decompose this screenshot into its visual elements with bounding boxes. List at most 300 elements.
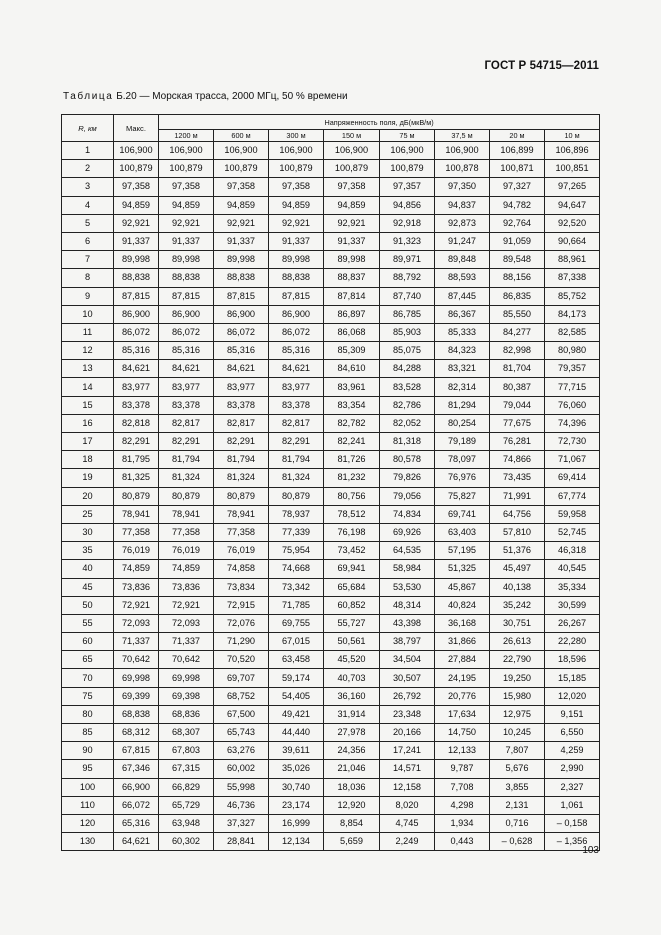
height-column-header: 75 м bbox=[380, 130, 435, 142]
value-cell: 44,440 bbox=[269, 724, 324, 742]
value-cell: 30,599 bbox=[545, 596, 600, 614]
value-cell: 72,093 bbox=[159, 614, 214, 632]
value-cell: 23,174 bbox=[269, 796, 324, 814]
value-cell: 97,358 bbox=[324, 178, 380, 196]
value-cell: 100,879 bbox=[380, 160, 435, 178]
value-cell: 100,851 bbox=[545, 160, 600, 178]
value-cell: 76,019 bbox=[214, 542, 269, 560]
value-cell: 16,999 bbox=[269, 814, 324, 832]
value-cell: 88,792 bbox=[380, 269, 435, 287]
value-cell: 48,314 bbox=[380, 596, 435, 614]
value-cell: – 1,356 bbox=[545, 833, 600, 851]
value-cell: 86,072 bbox=[159, 323, 214, 341]
table-row bbox=[62, 469, 600, 487]
value-cell: 70,642 bbox=[114, 651, 159, 669]
value-cell: 88,838 bbox=[159, 269, 214, 287]
value-cell: 88,156 bbox=[490, 269, 545, 287]
distance-cell: 18 bbox=[62, 451, 114, 469]
value-cell: 106,900 bbox=[214, 142, 269, 160]
value-cell: 106,900 bbox=[159, 142, 214, 160]
value-cell: 84,173 bbox=[545, 305, 600, 323]
distance-cell: 110 bbox=[62, 796, 114, 814]
value-cell: 89,971 bbox=[380, 251, 435, 269]
value-cell: 81,794 bbox=[214, 451, 269, 469]
value-cell: 71,290 bbox=[214, 633, 269, 651]
value-cell: 4,259 bbox=[545, 742, 600, 760]
distance-cell: 65 bbox=[62, 651, 114, 669]
value-cell: 88,837 bbox=[324, 269, 380, 287]
value-cell: 92,873 bbox=[435, 214, 490, 232]
value-cell: 84,621 bbox=[269, 360, 324, 378]
value-cell: 79,357 bbox=[545, 360, 600, 378]
value-cell: 82,818 bbox=[114, 414, 159, 432]
value-cell: 45,520 bbox=[324, 651, 380, 669]
distance-cell: 11 bbox=[62, 323, 114, 341]
value-cell: 81,318 bbox=[380, 433, 435, 451]
value-cell: 68,307 bbox=[159, 724, 214, 742]
value-cell: 85,316 bbox=[114, 342, 159, 360]
value-cell: 100,879 bbox=[214, 160, 269, 178]
value-cell: 81,324 bbox=[269, 469, 324, 487]
value-cell: 15,980 bbox=[490, 687, 545, 705]
value-cell: 68,752 bbox=[214, 687, 269, 705]
value-cell: 80,254 bbox=[435, 414, 490, 432]
value-cell: 83,321 bbox=[435, 360, 490, 378]
value-cell: 27,978 bbox=[324, 724, 380, 742]
value-cell: 69,998 bbox=[114, 669, 159, 687]
value-cell: 82,585 bbox=[545, 323, 600, 341]
value-cell: 89,998 bbox=[324, 251, 380, 269]
value-cell: 64,756 bbox=[490, 505, 545, 523]
value-cell: 85,075 bbox=[380, 342, 435, 360]
distance-cell: 13 bbox=[62, 360, 114, 378]
value-cell: 83,977 bbox=[269, 378, 324, 396]
value-cell: 86,072 bbox=[214, 323, 269, 341]
value-cell: 69,926 bbox=[380, 523, 435, 541]
distance-column-header: R, км bbox=[62, 115, 114, 142]
value-cell: 74,858 bbox=[214, 560, 269, 578]
value-cell: 80,980 bbox=[545, 342, 600, 360]
value-cell: 51,325 bbox=[435, 560, 490, 578]
value-cell: 65,684 bbox=[324, 578, 380, 596]
value-cell: 100,871 bbox=[490, 160, 545, 178]
value-cell: 77,358 bbox=[114, 523, 159, 541]
table-row bbox=[62, 378, 600, 396]
value-cell: 91,337 bbox=[324, 232, 380, 250]
value-cell: 76,281 bbox=[490, 433, 545, 451]
value-cell: 55,727 bbox=[324, 614, 380, 632]
table-caption-label: Таблица bbox=[63, 91, 114, 102]
value-cell: 7,708 bbox=[435, 778, 490, 796]
value-cell: 81,726 bbox=[324, 451, 380, 469]
value-cell: 86,897 bbox=[324, 305, 380, 323]
value-cell: 84,323 bbox=[435, 342, 490, 360]
value-cell: 83,977 bbox=[214, 378, 269, 396]
table-row bbox=[62, 578, 600, 596]
table-row bbox=[62, 269, 600, 287]
value-cell: 76,019 bbox=[159, 542, 214, 560]
value-cell: 83,961 bbox=[324, 378, 380, 396]
value-cell: 78,937 bbox=[269, 505, 324, 523]
table-row bbox=[62, 305, 600, 323]
value-cell: 52,745 bbox=[545, 523, 600, 541]
distance-cell: 45 bbox=[62, 578, 114, 596]
value-cell: 86,900 bbox=[214, 305, 269, 323]
value-cell: 27,884 bbox=[435, 651, 490, 669]
distance-cell: 40 bbox=[62, 560, 114, 578]
value-cell: 87,740 bbox=[380, 287, 435, 305]
value-cell: 81,704 bbox=[490, 360, 545, 378]
value-cell: 5,676 bbox=[490, 760, 545, 778]
max-column-header: Макс. bbox=[114, 115, 159, 142]
value-cell: 31,866 bbox=[435, 633, 490, 651]
value-cell: 66,072 bbox=[114, 796, 159, 814]
value-cell: 63,403 bbox=[435, 523, 490, 541]
value-cell: 45,497 bbox=[490, 560, 545, 578]
value-cell: 24,195 bbox=[435, 669, 490, 687]
value-cell: 76,060 bbox=[545, 396, 600, 414]
distance-cell: 3 bbox=[62, 178, 114, 196]
value-cell: 84,288 bbox=[380, 360, 435, 378]
height-column-header: 1200 м bbox=[159, 130, 214, 142]
table-row bbox=[62, 542, 600, 560]
value-cell: 87,815 bbox=[159, 287, 214, 305]
value-cell: 10,245 bbox=[490, 724, 545, 742]
value-cell: 91,247 bbox=[435, 232, 490, 250]
value-cell: 65,729 bbox=[159, 796, 214, 814]
value-cell: 74,396 bbox=[545, 414, 600, 432]
distance-cell: 95 bbox=[62, 760, 114, 778]
value-cell: 17,634 bbox=[435, 705, 490, 723]
value-cell: 14,571 bbox=[380, 760, 435, 778]
value-cell: 90,664 bbox=[545, 232, 600, 250]
table-row bbox=[62, 251, 600, 269]
value-cell: 28,841 bbox=[214, 833, 269, 851]
distance-cell: 5 bbox=[62, 214, 114, 232]
value-cell: 100,878 bbox=[435, 160, 490, 178]
table-row bbox=[62, 742, 600, 760]
distance-cell: 35 bbox=[62, 542, 114, 560]
value-cell: 92,764 bbox=[490, 214, 545, 232]
distance-cell: 100 bbox=[62, 778, 114, 796]
table-row bbox=[62, 287, 600, 305]
value-cell: 60,302 bbox=[159, 833, 214, 851]
value-cell: 69,941 bbox=[324, 560, 380, 578]
value-cell: 50,561 bbox=[324, 633, 380, 651]
value-cell: 82,314 bbox=[435, 378, 490, 396]
value-cell: 76,976 bbox=[435, 469, 490, 487]
height-column-header: 300 м bbox=[269, 130, 324, 142]
value-cell: 97,327 bbox=[490, 178, 545, 196]
value-cell: 64,535 bbox=[380, 542, 435, 560]
distance-cell: 120 bbox=[62, 814, 114, 832]
value-cell: 12,020 bbox=[545, 687, 600, 705]
value-cell: 73,836 bbox=[114, 578, 159, 596]
value-cell: 80,879 bbox=[269, 487, 324, 505]
table-row bbox=[62, 214, 600, 232]
value-cell: 83,977 bbox=[114, 378, 159, 396]
value-cell: 35,242 bbox=[490, 596, 545, 614]
value-cell: 94,859 bbox=[159, 196, 214, 214]
value-cell: 80,756 bbox=[324, 487, 380, 505]
value-cell: 78,941 bbox=[114, 505, 159, 523]
value-cell: 106,900 bbox=[324, 142, 380, 160]
value-cell: 72,076 bbox=[214, 614, 269, 632]
height-column-header: 20 м bbox=[490, 130, 545, 142]
value-cell: 60,002 bbox=[214, 760, 269, 778]
value-cell: 68,836 bbox=[159, 705, 214, 723]
value-cell: 63,276 bbox=[214, 742, 269, 760]
value-cell: 76,198 bbox=[324, 523, 380, 541]
value-cell: 74,668 bbox=[269, 560, 324, 578]
value-cell: 70,520 bbox=[214, 651, 269, 669]
value-cell: 4,745 bbox=[380, 814, 435, 832]
value-cell: 85,550 bbox=[490, 305, 545, 323]
value-cell: 83,977 bbox=[159, 378, 214, 396]
value-cell: 84,610 bbox=[324, 360, 380, 378]
value-cell: 86,785 bbox=[380, 305, 435, 323]
value-cell: 82,817 bbox=[159, 414, 214, 432]
table-row bbox=[62, 633, 600, 651]
value-cell: 97,358 bbox=[114, 178, 159, 196]
value-cell: 87,338 bbox=[545, 269, 600, 287]
value-cell: 82,291 bbox=[214, 433, 269, 451]
value-cell: 74,859 bbox=[159, 560, 214, 578]
value-cell: 77,339 bbox=[269, 523, 324, 541]
value-cell: 2,131 bbox=[490, 796, 545, 814]
value-cell: 75,954 bbox=[269, 542, 324, 560]
value-cell: 49,421 bbox=[269, 705, 324, 723]
value-cell: 86,900 bbox=[269, 305, 324, 323]
value-cell: 12,975 bbox=[490, 705, 545, 723]
value-cell: 80,879 bbox=[114, 487, 159, 505]
value-cell: 67,346 bbox=[114, 760, 159, 778]
height-column-header: 150 м bbox=[324, 130, 380, 142]
value-cell: 31,914 bbox=[324, 705, 380, 723]
value-cell: 1,061 bbox=[545, 796, 600, 814]
value-cell: 69,414 bbox=[545, 469, 600, 487]
table-row bbox=[62, 396, 600, 414]
value-cell: 100,879 bbox=[269, 160, 324, 178]
value-cell: 89,998 bbox=[159, 251, 214, 269]
value-cell: 94,782 bbox=[490, 196, 545, 214]
value-cell: 26,267 bbox=[545, 614, 600, 632]
value-cell: 82,817 bbox=[269, 414, 324, 432]
field-strength-group-header: Напряженность поля, дБ(мкВ/м) bbox=[159, 115, 600, 130]
value-cell: 83,378 bbox=[114, 396, 159, 414]
value-cell: 35,026 bbox=[269, 760, 324, 778]
value-cell: 2,990 bbox=[545, 760, 600, 778]
table-row bbox=[62, 196, 600, 214]
table-row bbox=[62, 451, 600, 469]
value-cell: 79,056 bbox=[380, 487, 435, 505]
table-caption-text: Б.20 — Морская трасса, 2000 МГц, 50 % времени bbox=[113, 91, 348, 102]
table-row bbox=[62, 687, 600, 705]
value-cell: 69,707 bbox=[214, 669, 269, 687]
value-cell: 40,824 bbox=[435, 596, 490, 614]
value-cell: 23,348 bbox=[380, 705, 435, 723]
table-row bbox=[62, 724, 600, 742]
value-cell: 36,160 bbox=[324, 687, 380, 705]
value-cell: 106,900 bbox=[380, 142, 435, 160]
value-cell: 82,052 bbox=[380, 414, 435, 432]
value-cell: 17,241 bbox=[380, 742, 435, 760]
value-cell: 71,337 bbox=[114, 633, 159, 651]
distance-cell: 130 bbox=[62, 833, 114, 851]
distance-cell: 80 bbox=[62, 705, 114, 723]
value-cell: 71,785 bbox=[269, 596, 324, 614]
distance-cell: 25 bbox=[62, 505, 114, 523]
value-cell: 82,291 bbox=[269, 433, 324, 451]
value-cell: 73,452 bbox=[324, 542, 380, 560]
value-cell: 36,168 bbox=[435, 614, 490, 632]
value-cell: 91,337 bbox=[114, 232, 159, 250]
value-cell: 71,067 bbox=[545, 451, 600, 469]
value-cell: 82,291 bbox=[159, 433, 214, 451]
value-cell: 77,358 bbox=[159, 523, 214, 541]
distance-cell: 12 bbox=[62, 342, 114, 360]
table-row bbox=[62, 487, 600, 505]
distance-cell: 20 bbox=[62, 487, 114, 505]
distance-cell: 85 bbox=[62, 724, 114, 742]
value-cell: 69,741 bbox=[435, 505, 490, 523]
value-cell: 91,059 bbox=[490, 232, 545, 250]
value-cell: 89,998 bbox=[269, 251, 324, 269]
value-cell: 69,398 bbox=[159, 687, 214, 705]
value-cell: 60,852 bbox=[324, 596, 380, 614]
value-cell: 69,399 bbox=[114, 687, 159, 705]
value-cell: 4,298 bbox=[435, 796, 490, 814]
value-cell: 86,835 bbox=[490, 287, 545, 305]
value-cell: 72,921 bbox=[114, 596, 159, 614]
value-cell: 83,378 bbox=[159, 396, 214, 414]
value-cell: 72,915 bbox=[214, 596, 269, 614]
value-cell: 106,900 bbox=[435, 142, 490, 160]
value-cell: 91,323 bbox=[380, 232, 435, 250]
value-cell: 22,280 bbox=[545, 633, 600, 651]
value-cell: 65,743 bbox=[214, 724, 269, 742]
value-cell: 80,578 bbox=[380, 451, 435, 469]
value-cell: 100,879 bbox=[114, 160, 159, 178]
distance-cell: 1 bbox=[62, 142, 114, 160]
value-cell: 87,815 bbox=[214, 287, 269, 305]
value-cell: 82,291 bbox=[114, 433, 159, 451]
value-cell: 97,358 bbox=[269, 178, 324, 196]
value-cell: 22,790 bbox=[490, 651, 545, 669]
value-cell: 85,752 bbox=[545, 287, 600, 305]
value-cell: 63,458 bbox=[269, 651, 324, 669]
distance-cell: 6 bbox=[62, 232, 114, 250]
value-cell: 67,500 bbox=[214, 705, 269, 723]
value-cell: 81,294 bbox=[435, 396, 490, 414]
value-cell: 40,545 bbox=[545, 560, 600, 578]
value-cell: 73,342 bbox=[269, 578, 324, 596]
value-cell: 94,859 bbox=[114, 196, 159, 214]
value-cell: 20,776 bbox=[435, 687, 490, 705]
value-cell: 5,659 bbox=[324, 833, 380, 851]
value-cell: 74,866 bbox=[490, 451, 545, 469]
distance-cell: 55 bbox=[62, 614, 114, 632]
value-cell: 78,941 bbox=[159, 505, 214, 523]
value-cell: 85,903 bbox=[380, 323, 435, 341]
distance-cell: 15 bbox=[62, 396, 114, 414]
value-cell: 67,803 bbox=[159, 742, 214, 760]
value-cell: 97,265 bbox=[545, 178, 600, 196]
distance-cell: 10 bbox=[62, 305, 114, 323]
table-row bbox=[62, 505, 600, 523]
value-cell: 67,315 bbox=[159, 760, 214, 778]
table-row bbox=[62, 323, 600, 341]
value-cell: 91,337 bbox=[214, 232, 269, 250]
value-cell: 24,356 bbox=[324, 742, 380, 760]
value-cell: 76,019 bbox=[114, 542, 159, 560]
distance-cell: 4 bbox=[62, 196, 114, 214]
value-cell: 34,504 bbox=[380, 651, 435, 669]
value-cell: 59,174 bbox=[269, 669, 324, 687]
value-cell: 37,327 bbox=[214, 814, 269, 832]
value-cell: 68,312 bbox=[114, 724, 159, 742]
value-cell: 86,072 bbox=[269, 323, 324, 341]
value-cell: 77,358 bbox=[214, 523, 269, 541]
value-cell: 71,337 bbox=[159, 633, 214, 651]
value-cell: 35,334 bbox=[545, 578, 600, 596]
value-cell: 84,277 bbox=[490, 323, 545, 341]
value-cell: 73,836 bbox=[159, 578, 214, 596]
value-cell: 12,920 bbox=[324, 796, 380, 814]
value-cell: 73,435 bbox=[490, 469, 545, 487]
value-cell: 89,998 bbox=[114, 251, 159, 269]
table-row bbox=[62, 178, 600, 196]
table-row bbox=[62, 651, 600, 669]
value-cell: 78,097 bbox=[435, 451, 490, 469]
value-cell: 83,528 bbox=[380, 378, 435, 396]
value-cell: 82,998 bbox=[490, 342, 545, 360]
value-cell: 2,327 bbox=[545, 778, 600, 796]
value-cell: 21,046 bbox=[324, 760, 380, 778]
table-row bbox=[62, 560, 600, 578]
table-row bbox=[62, 142, 600, 160]
distance-cell: 60 bbox=[62, 633, 114, 651]
height-column-header: 10 м bbox=[545, 130, 600, 142]
distance-cell: 19 bbox=[62, 469, 114, 487]
table-row bbox=[62, 414, 600, 432]
value-cell: 9,787 bbox=[435, 760, 490, 778]
value-cell: 106,896 bbox=[545, 142, 600, 160]
distance-cell: 9 bbox=[62, 287, 114, 305]
value-cell: 89,548 bbox=[490, 251, 545, 269]
value-cell: 92,520 bbox=[545, 214, 600, 232]
value-cell: 78,512 bbox=[324, 505, 380, 523]
value-cell: 97,358 bbox=[159, 178, 214, 196]
table-row bbox=[62, 523, 600, 541]
value-cell: 92,921 bbox=[269, 214, 324, 232]
value-cell: 85,333 bbox=[435, 323, 490, 341]
value-cell: 92,921 bbox=[324, 214, 380, 232]
distance-cell: 50 bbox=[62, 596, 114, 614]
table-row bbox=[62, 433, 600, 451]
value-cell: – 0,158 bbox=[545, 814, 600, 832]
value-cell: 72,921 bbox=[159, 596, 214, 614]
value-cell: 82,241 bbox=[324, 433, 380, 451]
value-cell: 72,093 bbox=[114, 614, 159, 632]
value-cell: 92,921 bbox=[214, 214, 269, 232]
value-cell: 78,941 bbox=[214, 505, 269, 523]
value-cell: 59,958 bbox=[545, 505, 600, 523]
value-cell: 8,020 bbox=[380, 796, 435, 814]
value-cell: 106,899 bbox=[490, 142, 545, 160]
value-cell: 97,358 bbox=[214, 178, 269, 196]
value-cell: 81,232 bbox=[324, 469, 380, 487]
